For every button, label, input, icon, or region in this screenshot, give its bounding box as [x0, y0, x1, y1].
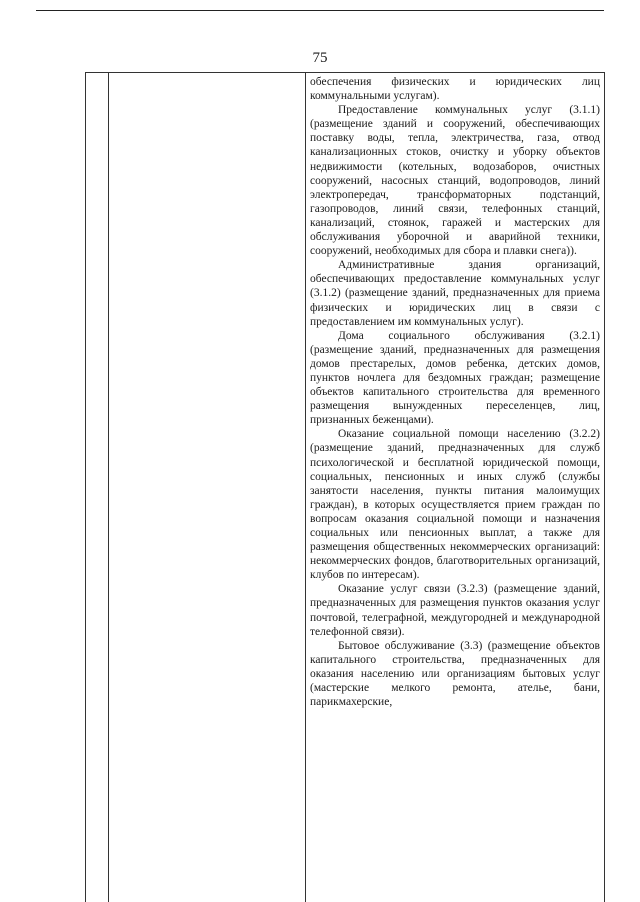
paragraph: обеспечения физических и юридических лиц коммунальными услугам). — [310, 76, 600, 103]
paragraph: Оказание социальной помощи населению (3.2.2) (размещение зданий, предназначенных для служб психологической и бесплатной юридической помощи, социальных, пенсионных и иных служб (службы занятости населения, пункты питания малоимущих граждан), в которых осуществляется прием граждан по вопросам оказания социальной помощи и назначения социальных или пенсионных выплат, а также для размещения общественных некоммерческих организаций: некоммерческих фондов, благотворительных организаций, клубов по интересам). — [310, 428, 600, 582]
paragraph: Оказание услуг связи (3.2.3) (размещение зданий, предназначенных для размещения пунктов оказания услуг почтовой, телеграфной, междугородней и международной телефонной связи). — [310, 583, 600, 638]
paragraph: Дома социального обслуживания (3.2.1) (размещение зданий, предназначенных для размещения домов престарелых, домов ребенка, детских домов, пунктов ночлега для бездомных граждан; размещение объектов капитального строительства для временного размещения вынужденных переселенцев, лиц, признанных беженцами). — [310, 329, 600, 427]
document-table — [85, 72, 605, 902]
paragraph: Бытовое обслуживание (3.3) (размещение объектов капитального строительства, предназначенных для оказания населению или организациям бытовых услуг (мастерские мелкого ремонта, ателье, бани, парикмахерские, — [310, 639, 600, 709]
paragraph: Административные здания организаций, обеспечивающих предоставление коммунальных услуг (3.1.2) (размещение зданий, предназначенных для приема физических и юридических лиц в связи с предоставлением им коммунальных услуг). — [310, 259, 600, 328]
column-divider — [305, 73, 306, 902]
column-divider — [108, 73, 109, 902]
paragraph: Предоставление коммунальных услуг (3.1.1) (размещение зданий и сооружений, обеспечивающих поставку воды, тепла, электричества, газа, отвод канализационных стоков, очистку и уборку объектов недвижимости (котельных, водозаборов, очистных сооружений, насосных станций, водопроводов, линий электропередач, трансформаторных подстанций, газопроводов, линий связи, телефонных станций, канализаций, стоянок, гаражей и мастерских для обслуживания уборочной и аварийной техники, сооружений, необходимых для сбора и плавки снега)). — [310, 104, 600, 258]
top-rule — [36, 10, 604, 11]
page-number: 75 — [312, 50, 328, 66]
text-cell — [310, 75, 600, 709]
